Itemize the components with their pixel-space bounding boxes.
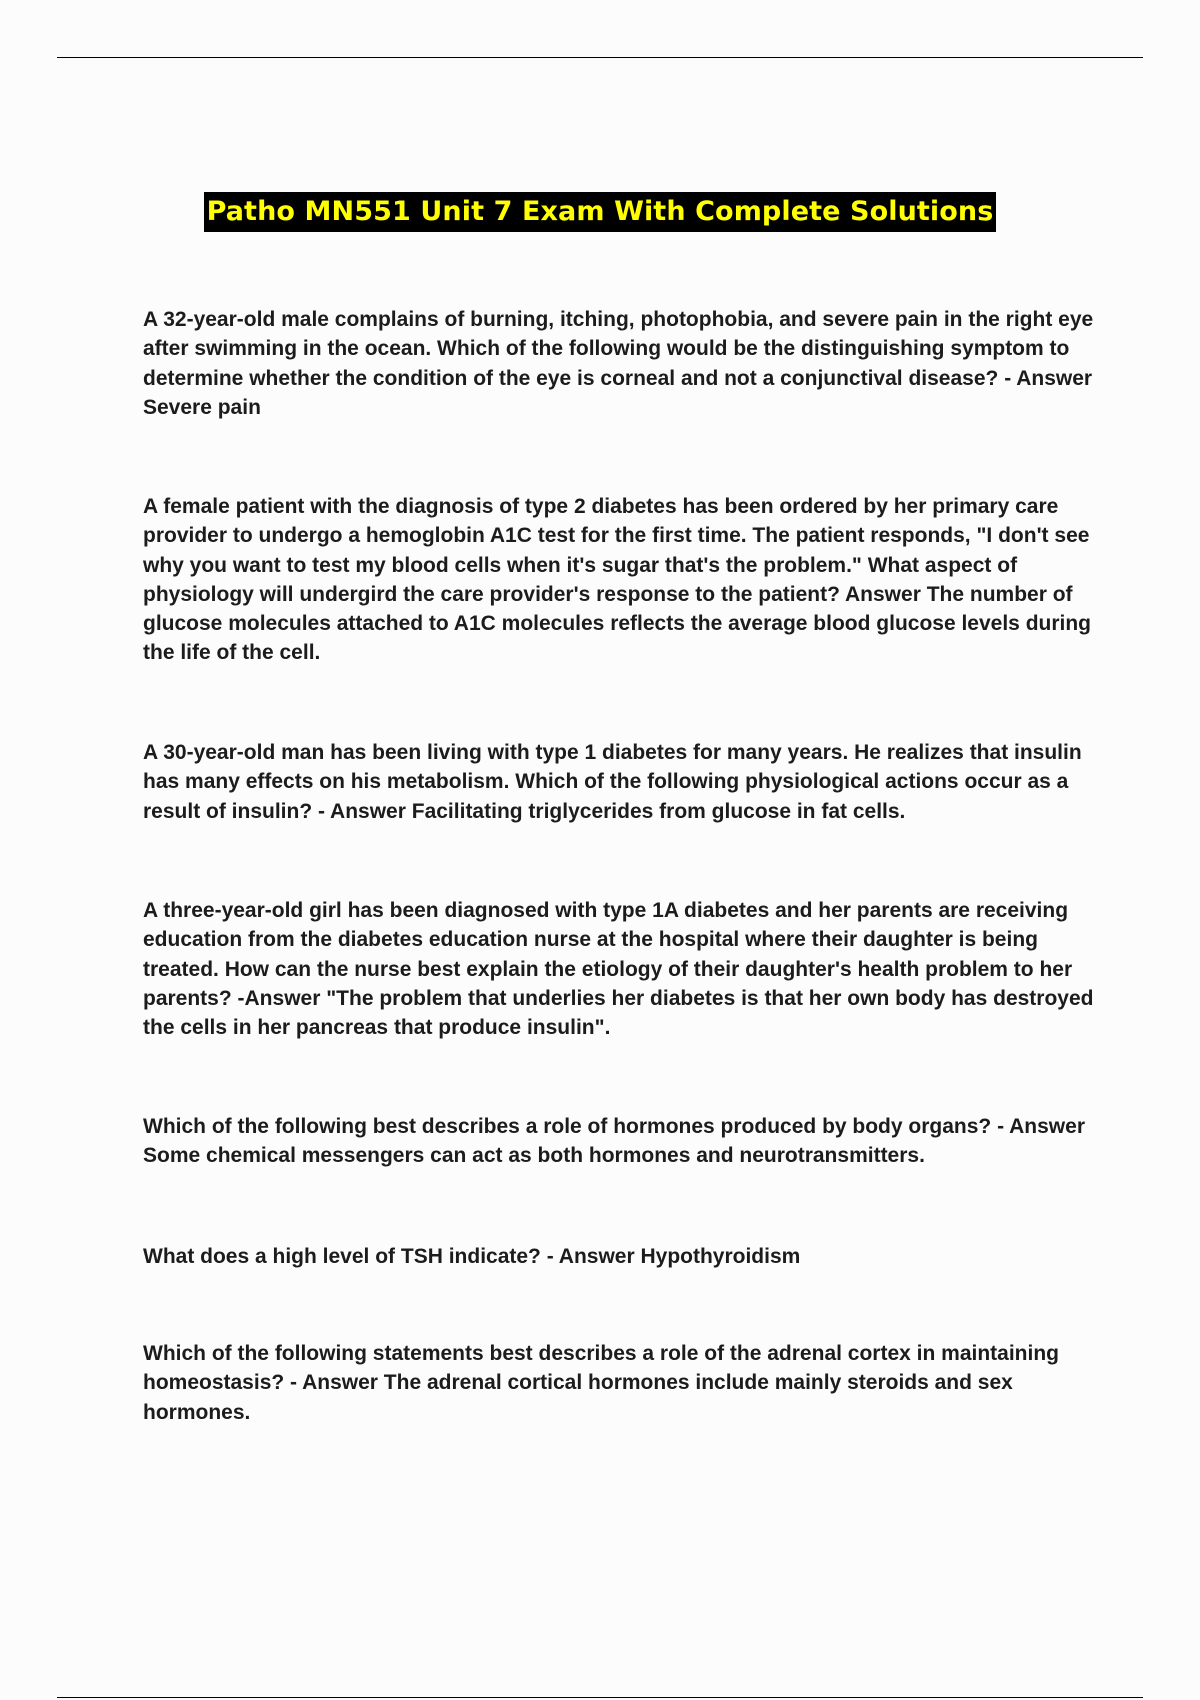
answer-text: Facilitating triglycerides from glucose in fat cells. [411, 799, 906, 823]
question-text: Which of the following statements best describes a role of the adrenal cortex in maintaining homeostasis? [143, 1342, 1059, 1395]
qa-item [143, 738, 1098, 826]
answer-separator: -Answer [231, 986, 327, 1010]
qa-item [143, 492, 1098, 668]
question-text: Which of the following best describes a role of hormones produced by body organs? [143, 1115, 992, 1138]
answer-text: Hypothyroidism [640, 1245, 801, 1268]
answer-separator: - Answer [540, 1245, 641, 1268]
question-text: What does a high level of TSH indicate? [143, 1245, 541, 1268]
qa-item [143, 896, 1098, 1042]
answer-separator: - Answer [284, 1371, 384, 1395]
answer-separator: - Answer [991, 1115, 1085, 1138]
question-text: A 32-year-old male complains of burning, itching, photophobia, and severe pain in the right eye after swimming in the ocean. Which of the following would be the distinguishing symptom to determine whether the condition of the eye is corneal and not a conjunctival disease? [143, 308, 1094, 390]
answer-separator: Answer [839, 582, 927, 606]
title-container [0, 192, 1200, 232]
answer-text: Some chemical messengers can act as both hormones and neurotransmitters. [143, 1144, 925, 1168]
qa-item [143, 1339, 1098, 1427]
question-text: A female patient with the diagnosis of type 2 diabetes has been ordered by her primary care provider to undergo a hemoglobin A1C test for the first time. The patient responds, "I don't see why you want to test my blood cells when it's sugar that's the problem." What aspect of physiology will undergird the care provider's response to the patient? [143, 495, 1090, 606]
answer-text: The adrenal cortical hormones include mainly steroids and sex hormones. [143, 1371, 1013, 1424]
qa-item [143, 1242, 1098, 1271]
question-text: A 30-year-old man has been living with type 1 diabetes for many years. He realizes that insulin has many effects on his metabolism. Which of the following physiological actions occur as a result of insulin? [143, 741, 1082, 823]
document-title: Patho MN551 Unit 7 Exam With Complete Solutions [204, 192, 997, 232]
qa-item [143, 305, 1098, 422]
top-rule [57, 57, 1143, 58]
answer-separator: - Answer [998, 366, 1093, 390]
qa-item [143, 1112, 1098, 1171]
answer-text: Severe pain [143, 395, 261, 419]
answer-separator: - Answer [312, 799, 412, 823]
question-text: A three-year-old girl has been diagnosed with type 1A diabetes and her parents are receiving education from the diabetes education nurse at the hospital where their daughter is being treated. How can the nurse best explain the etiology of their daughter's health problem to her parents? [143, 899, 1073, 1010]
bottom-rule [57, 1697, 1143, 1698]
answer-text: The number of glucose molecules attached to A1C molecules reflects the average blood glucose levels during the life of the cell. [143, 582, 1092, 665]
answer-text: "The problem that underlies her diabetes is that her own body has destroyed the cells in her pancreas that produce insulin". [143, 986, 1094, 1040]
